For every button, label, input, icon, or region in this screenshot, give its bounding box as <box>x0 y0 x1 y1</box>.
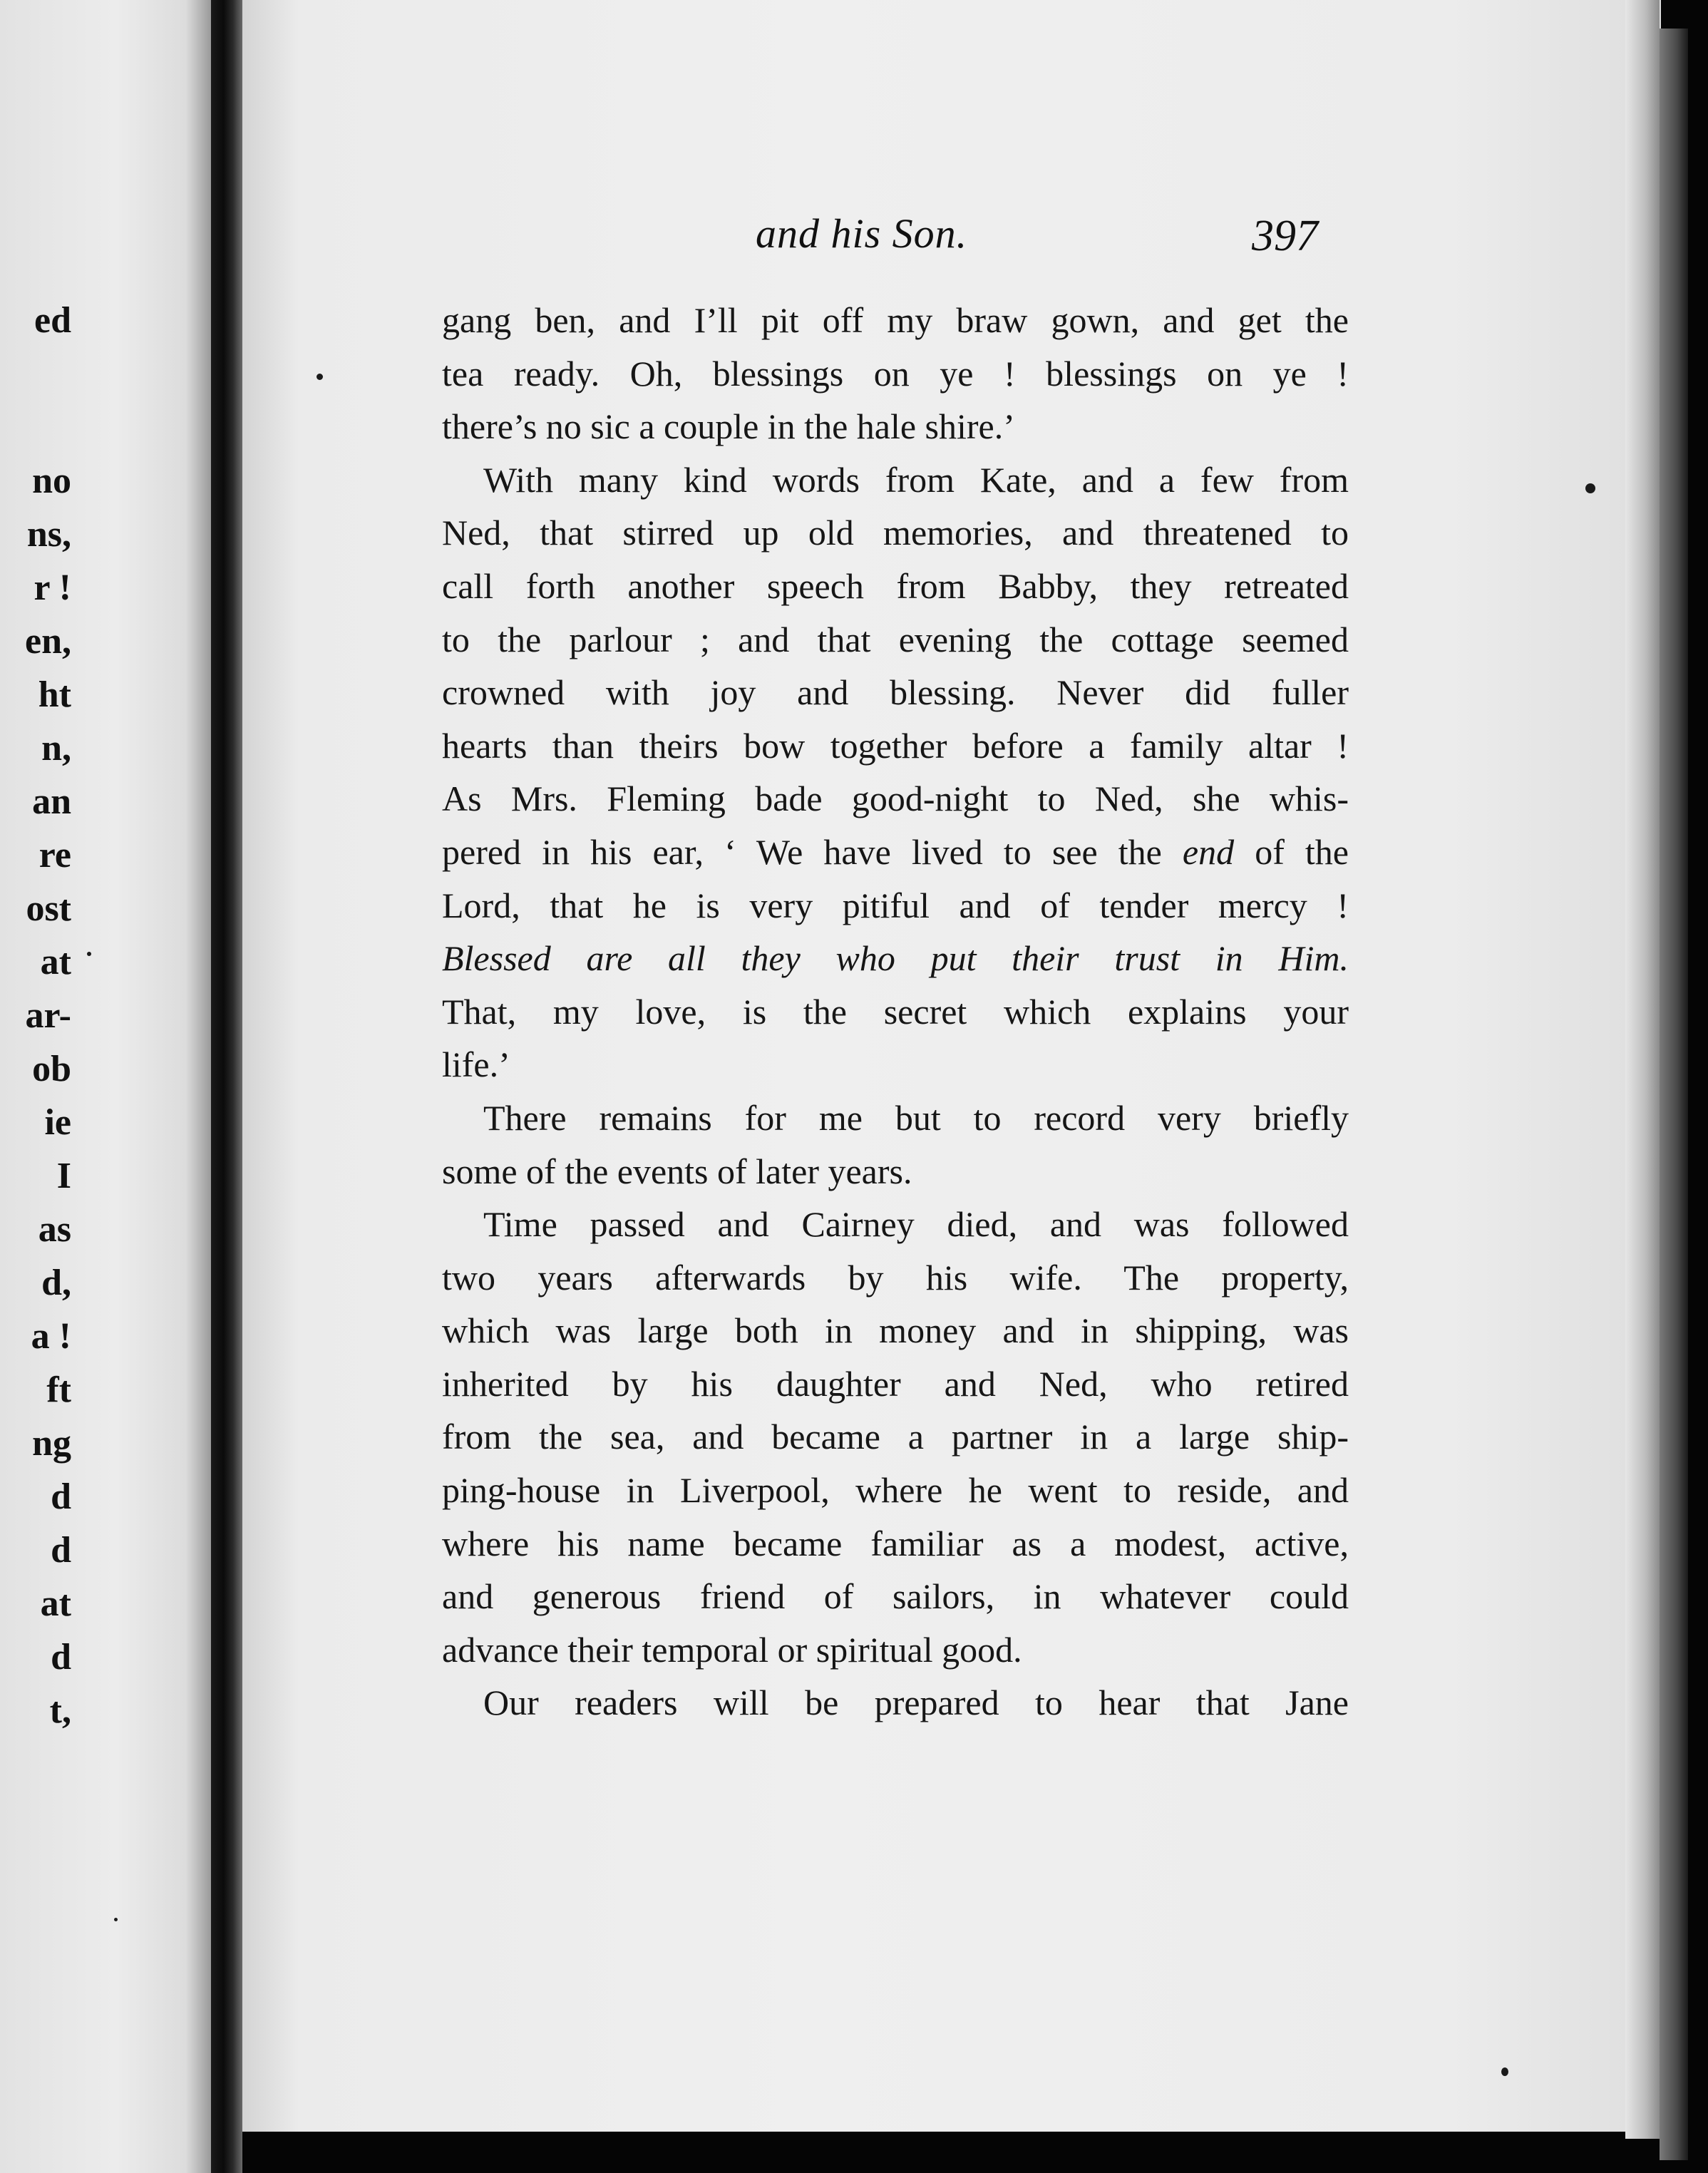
left-fragment: d, <box>41 1263 71 1303</box>
left-fragment: re <box>38 835 71 875</box>
ink-speck <box>1585 483 1595 493</box>
text-line: ping-house in Liverpool, where he went to reside, and <box>442 1470 1349 1511</box>
text-line: There remains for me but to record very briefly <box>483 1097 1349 1138</box>
text-line: gang ben, and I’ll pit off my braw gown, and get the <box>442 300 1349 340</box>
left-fragment: d <box>51 1530 71 1571</box>
left-fragment: no <box>32 461 71 501</box>
text-line: which was large both in money and in shipping, was <box>442 1310 1349 1351</box>
ink-speck <box>1501 2067 1508 2076</box>
text-line: to the parlour ; and that evening the cottage seemed <box>442 619 1349 659</box>
book-gutter <box>211 0 242 2173</box>
text-line: tea ready. Oh, blessings on ye ! blessings on ye ! <box>442 353 1349 394</box>
text-line: advance their temporal or spiritual good. <box>442 1629 1022 1670</box>
emphasis-end: end <box>1182 831 1235 872</box>
left-fragment: n, <box>41 728 71 769</box>
text-line: two years afterwards by his wife. The property, <box>442 1257 1349 1298</box>
left-fragment: a ! <box>31 1316 71 1357</box>
text-line: As Mrs. Fleming bade good-night to Ned, she whis- <box>442 779 1349 819</box>
running-head: and his Son. <box>756 210 968 257</box>
text-line: some of the events of later years. <box>442 1151 912 1191</box>
left-fragment: t, <box>49 1690 71 1731</box>
left-fragment: ost <box>26 888 71 929</box>
text-line: crowned with joy and blessing. Never did fuller <box>442 672 1349 713</box>
ink-speck <box>317 374 323 380</box>
ink-speck <box>114 1918 118 1921</box>
text-line: Ned, that stirred up old memories, and threatened to <box>442 513 1349 553</box>
left-fragment: I <box>56 1156 71 1196</box>
text-line: Lord, that he is very pitiful and of tender mercy ! <box>442 885 1349 925</box>
text-line: from the sea, and became a partner in a large ship- <box>442 1417 1349 1457</box>
text-line: With many kind words from Kate, and a few from <box>483 459 1349 500</box>
text-line: where his name became familiar as a modest, active, <box>442 1523 1349 1563</box>
left-fragment: as <box>38 1209 71 1250</box>
left-facing-page <box>0 0 211 2173</box>
italic-quote-line: Blessed are all they who put their trust in Him. <box>442 938 1349 979</box>
text-line: inherited by his daughter and Ned, who retired <box>442 1363 1349 1404</box>
left-fragment: at <box>40 942 71 982</box>
ink-speck <box>87 952 91 956</box>
left-fragment: at <box>40 1583 71 1624</box>
page-edge <box>1625 0 1660 2139</box>
text-line: That, my love, is the secret which explains your <box>442 991 1349 1032</box>
left-fragment: ed <box>34 300 71 341</box>
left-fragment: ar- <box>25 995 71 1036</box>
text-line: and generous friend of sailors, in whatever could <box>442 1576 1349 1617</box>
left-fragment: an <box>32 781 71 822</box>
left-fragment: ie <box>44 1102 71 1143</box>
text-line: call forth another speech from Babby, they retreated <box>442 565 1349 606</box>
text-line: hearts than theirs bow together before a family altar ! <box>442 725 1349 766</box>
left-fragment: ns, <box>26 514 71 555</box>
body-text <box>442 294 1349 1730</box>
left-fragment: ng <box>32 1423 71 1464</box>
text-line: there’s no sic a couple in the hale shire.’ <box>442 406 1015 447</box>
left-fragment: en, <box>25 621 71 662</box>
page-edge-shadow <box>1660 29 1688 2160</box>
text-line: life.’ <box>442 1044 510 1085</box>
left-fragment: d <box>51 1476 71 1517</box>
left-fragment: ob <box>32 1049 71 1089</box>
text-segment: pered in his ear, ‘ We have lived to see the <box>442 831 1183 872</box>
left-fragment: d <box>51 1637 71 1678</box>
text-line: Our readers will be prepared to hear that Jane <box>483 1683 1349 1723</box>
left-fragment: r ! <box>34 567 71 608</box>
left-fragment: ft <box>46 1370 71 1410</box>
text-line: Time passed and Cairney died, and was followed <box>483 1204 1349 1245</box>
text-segment: of the <box>1234 831 1349 872</box>
page-number: 397 <box>1252 212 1318 260</box>
text-line <box>442 826 1349 879</box>
left-fragment: ht <box>38 674 71 715</box>
